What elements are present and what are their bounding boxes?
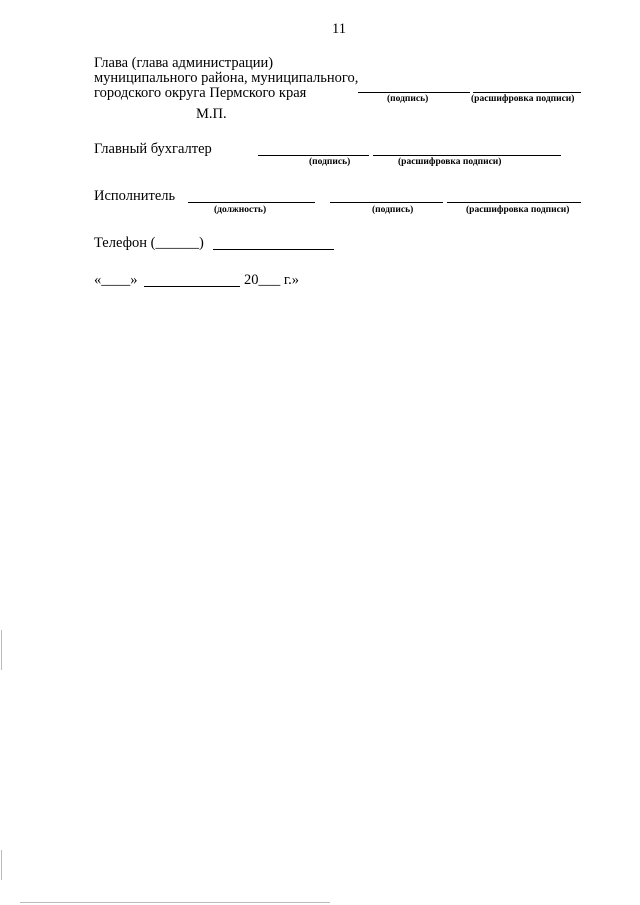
phone-label: Телефон (______) [94, 235, 204, 251]
executor-label: Исполнитель [94, 188, 176, 204]
accountant-decoding-line[interactable] [373, 155, 561, 156]
executor-signature-line[interactable] [330, 202, 443, 203]
accountant-caption-signature: (подпись) [309, 157, 351, 167]
head-caption-signature: (подпись) [387, 94, 429, 104]
date-day: «____» [94, 272, 138, 288]
head-title-line-2: муниципального района, муниципального, [94, 70, 359, 86]
head-caption-decoding: (расшифровка подписи) [471, 94, 575, 104]
accountant-label: Главный бухгалтер [94, 141, 212, 157]
executor-caption-signature: (подпись) [372, 205, 414, 215]
head-title-line-3: городского округа Пермского края [94, 85, 307, 101]
executor-position-line[interactable] [188, 202, 315, 203]
executor-decoding-line[interactable] [447, 202, 581, 203]
scan-edge-left-lower [1, 850, 2, 880]
date-month-line[interactable] [144, 286, 240, 287]
executor-caption-position: (должность) [214, 205, 267, 215]
accountant-signature-line[interactable] [258, 155, 369, 156]
accountant-caption-decoding: (расшифровка подписи) [398, 157, 502, 167]
scan-edge-bottom [20, 902, 330, 903]
head-signature-line[interactable] [358, 92, 470, 93]
date-year: 20___ г.» [244, 272, 300, 288]
executor-caption-decoding: (расшифровка подписи) [466, 205, 570, 215]
head-title-line-1: Глава (глава администрации) [94, 55, 274, 71]
page-number: 11 [332, 21, 346, 37]
phone-number-line[interactable] [213, 249, 334, 250]
head-decoding-line[interactable] [473, 92, 581, 93]
scan-edge-left [1, 630, 2, 670]
stamp-mark: М.П. [196, 106, 227, 122]
